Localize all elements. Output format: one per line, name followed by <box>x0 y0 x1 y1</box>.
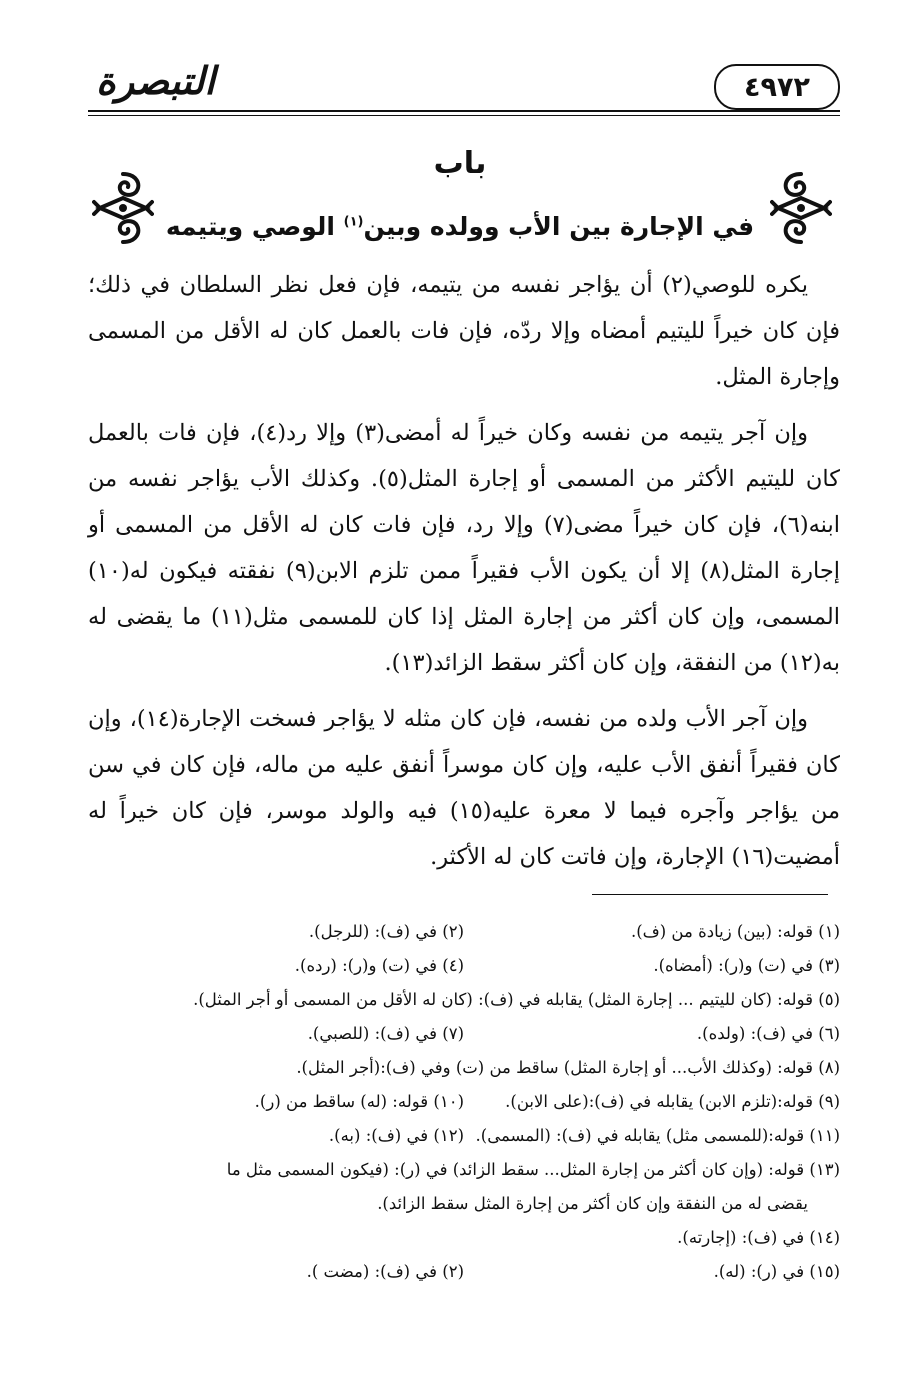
footnote-row <box>88 982 840 1016</box>
footnotes <box>88 914 840 1288</box>
footnote-11: (١١) قوله:(للمسمى مثل) يقابله في (ف): (المسمى). <box>475 1125 840 1145</box>
footnote-13-line2: يقضى له من النفقة وإن كان أكثر من إجارة المثل سقط الزائد). <box>377 1193 808 1213</box>
footnote-row <box>88 914 840 948</box>
footnote-row <box>88 1152 840 1186</box>
footnote-12: (١٢) في (ف): (به). <box>328 1125 464 1145</box>
paragraph-2: وإن آجر يتيمه من نفسه وكان خيراً له أمضى(٣) وإلا رد(٤)، فإن فات بالعمل كان لليتيم الأكثر من المسمى أو إجارة المثل(٥). وكذلك الأب يؤاجر نفسه من ابنه(٦)، فإن كان خيراً مضى(٧) وإلا رد، فإن فات كان له الأقل من المسمى أو إجارة المثل(٨) إلا أن يكون الأب فقيراً ممن تلزم الابن(٩) نفقته فيكون له(١٠) المسمى، وإن كان أكثر من إجارة المثل إذا كان للمسمى مثل(١١) ما يقضى له به(١٢) من النفقة، وإن كان أكثر سقط الزائد(١٣). <box>88 420 840 676</box>
footnote-9: (٩) قوله:(تلزم الابن) يقابله في (ف):(على الابن). <box>505 1091 840 1111</box>
running-title: التبصرة <box>96 58 215 103</box>
footnote-15: (١٥) في (ر): (له). <box>713 1261 840 1281</box>
footnote-4: (٤) في (ت) و(ر): (رده). <box>294 955 464 975</box>
page-number: ٤٩٧٢ <box>744 71 810 103</box>
footnote-2: (٢) في (ف): (للرجل). <box>308 921 464 941</box>
footnote-row <box>88 1084 840 1118</box>
paragraph-1: يكره للوصي(٢) أن يؤاجر نفسه من يتيمه، فإن فعل نظر السلطان في ذلك؛ فإن كان خيراً لليتيم أمضاه وإلا ردّه، فإن فات بالعمل كان له الأقل من المسمى وإجارة المثل. <box>88 272 840 390</box>
chapter-title-part1: في الإجارة بين الأب وولده وبين <box>363 212 755 241</box>
header-rule-thin <box>88 115 840 116</box>
footnote-row <box>88 948 840 982</box>
footnote-10: (١٠) قوله: (له) ساقط من (ر). <box>254 1091 464 1111</box>
footnote-14: (١٤) في (ف): (إجارته). <box>677 1227 840 1247</box>
footnote-7: (٧) في (ف): (للصبي). <box>307 1023 464 1043</box>
paragraph-3: وإن آجر الأب ولده من نفسه، فإن كان مثله لا يؤاجر فسخت الإجارة(١٤)، وإن كان فقيراً أنفق الأب عليه، وإن كان موسراً أنفق عليه من ماله، فإن كان في سن من يؤاجر وآجره فيما لا معرة عليه(١٥) فيه والولد موسر، فإن كان خيراً له أمضيت(١٦) الإجارة، وإن فاتت كان له الأكثر. <box>88 706 840 870</box>
footnote-13-line1: (١٣) قوله: (وإن كان أكثر من إجارة المثل... سقط الزائد) في (ر): (فيكون المسمى مثل ما <box>226 1159 840 1179</box>
footnote-16: (٢) في (ف): (مضت ). <box>306 1261 464 1281</box>
chapter-word: باب <box>433 146 487 181</box>
chapter-title-ref: (١) <box>343 214 364 230</box>
footnote-separator <box>592 894 828 895</box>
footnote-3: (٣) في (ت) و(ر): (أمضاه). <box>653 955 840 975</box>
ornament-right-icon <box>770 168 832 248</box>
footnote-row <box>88 1050 840 1084</box>
ornament-left-icon <box>92 168 154 248</box>
footnote-5: (٥) قوله: (كان لليتيم ... إجارة المثل) يقابله في (ف): (كان له الأقل من المسمى أو أجر المثل). <box>193 989 840 1009</box>
chapter-title-part2: الوصي ويتيمه <box>165 212 344 241</box>
footnote-row <box>88 1220 840 1254</box>
footnote-row <box>88 1016 840 1050</box>
footnote-1: (١) قوله: (بين) زيادة من (ف). <box>630 921 840 941</box>
footnote-8: (٨) قوله: (وكذلك الأب... أو إجارة المثل) ساقط من (ت) وفي (ف):(أجر المثل). <box>296 1057 840 1077</box>
footnote-row <box>88 1186 840 1220</box>
footnote-row <box>88 1118 840 1152</box>
header-rule <box>88 110 840 112</box>
footnote-6: (٦) في (ف): (ولده). <box>696 1023 840 1043</box>
page-number-frame <box>714 64 840 110</box>
page-header <box>88 58 840 118</box>
main-text <box>88 262 840 890</box>
footnote-row <box>88 1254 840 1288</box>
